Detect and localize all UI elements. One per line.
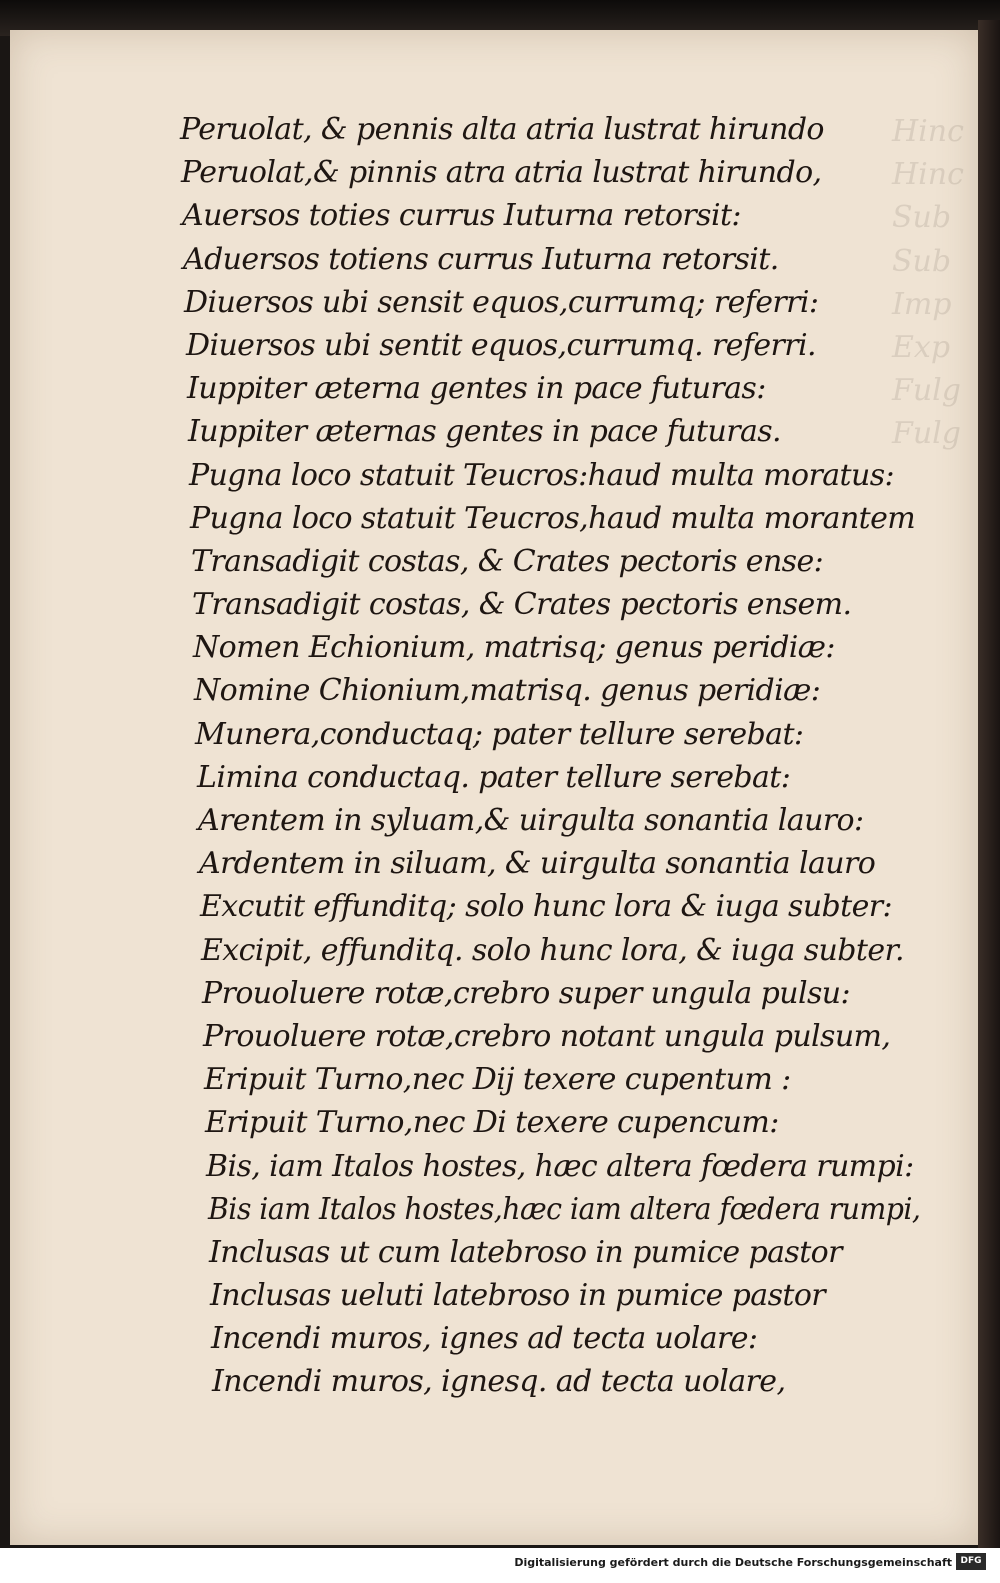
verse-line: Bis, iam Italos hostes, hæc altera fœdera rumpi: <box>206 1148 914 1184</box>
verse-line: Inclusas ut cum latebroso in pumice pastor <box>209 1234 842 1270</box>
verse-line: Excutit effunditq; solo hunc lora & iuga subter: <box>200 889 893 925</box>
verse-line: Transadigit costas, & Crates pectoris ense: <box>191 543 824 579</box>
verse-line: Peruolat, & pennis alta atria lustrat hirundo <box>180 112 824 147</box>
verse-line: Inclusas ueluti latebroso in pumice pastor <box>210 1278 826 1314</box>
verse-line: Aduersos totiens currus Iuturna retorsit. <box>183 241 779 277</box>
funding-credit: Digitalisierung gefördert durch die Deutsche Forschungsgemeinschaft <box>514 1556 952 1569</box>
verse-line: Iuppiter æternas gentes in pace futuras. <box>188 414 781 450</box>
verse-line: Munera,conductaq; pater tellure serebat: <box>195 716 804 752</box>
bleed-through-text: Hinc Hinc Sub Sub Imp Exp Fulg Fulg <box>892 114 964 452</box>
verse-line: Nomen Echionium, matrisq; genus peridiæ: <box>193 630 835 666</box>
verse-line: Limina conductaq. pater tellure serebat: <box>197 759 791 795</box>
verse-text-block <box>180 108 920 1404</box>
verse-line: Diuersos ubi sentit equos,currumq. referri. <box>186 327 816 363</box>
verse-line: Eripuit Turno,nec Dij texere cupentum : <box>204 1062 791 1098</box>
book-binding-edge <box>978 20 1000 1550</box>
verse-line: Excipit, effunditq. solo hunc lora, & iuga subter. <box>201 932 904 968</box>
verse-line: Bis iam Italos hostes,hæc iam altera fœdera rumpi, <box>208 1191 921 1227</box>
verse-line: Incendi muros, ignesq. ad tecta uolare, <box>212 1364 786 1400</box>
verse-line: Transadigit costas, & Crates pectoris ensem. <box>192 587 852 623</box>
verse-line: Pugna loco statuit Teucros:haud multa moratus: <box>189 457 894 493</box>
verse-line: Arentem in syluam,& uirgulta sonantia lauro: <box>198 803 864 838</box>
verse-line: Prouoluere rotæ,crebro notant ungula pulsum, <box>203 1018 891 1054</box>
verse-line: Pugna loco statuit Teucros,haud multa morantem <box>190 500 916 536</box>
verse-line: Ardentem in siluam, & uirgulta sonantia lauro <box>199 846 876 882</box>
verse-line: Eripuit Turno,nec Di texere cupencum: <box>205 1105 779 1141</box>
verse-line: Nomine Chionium,matrisq. genus peridiæ: <box>194 673 821 709</box>
verse-line: Diuersos ubi sensit equos,currumq; referri: <box>184 284 819 320</box>
verse-line: Prouoluere rotæ,crebro super ungula pulsu: <box>202 975 850 1011</box>
verse-line: Incendi muros, ignes ad tecta uolare: <box>211 1321 758 1357</box>
verse-line: Auersos toties currus Iuturna retorsit: <box>182 198 741 234</box>
dfg-logo: DFG <box>956 1553 986 1570</box>
verse-line: Iuppiter æterna gentes in pace futuras: <box>187 371 766 407</box>
verse-line: Peruolat,& pinnis atra atria lustrat hirundo, <box>181 155 822 191</box>
